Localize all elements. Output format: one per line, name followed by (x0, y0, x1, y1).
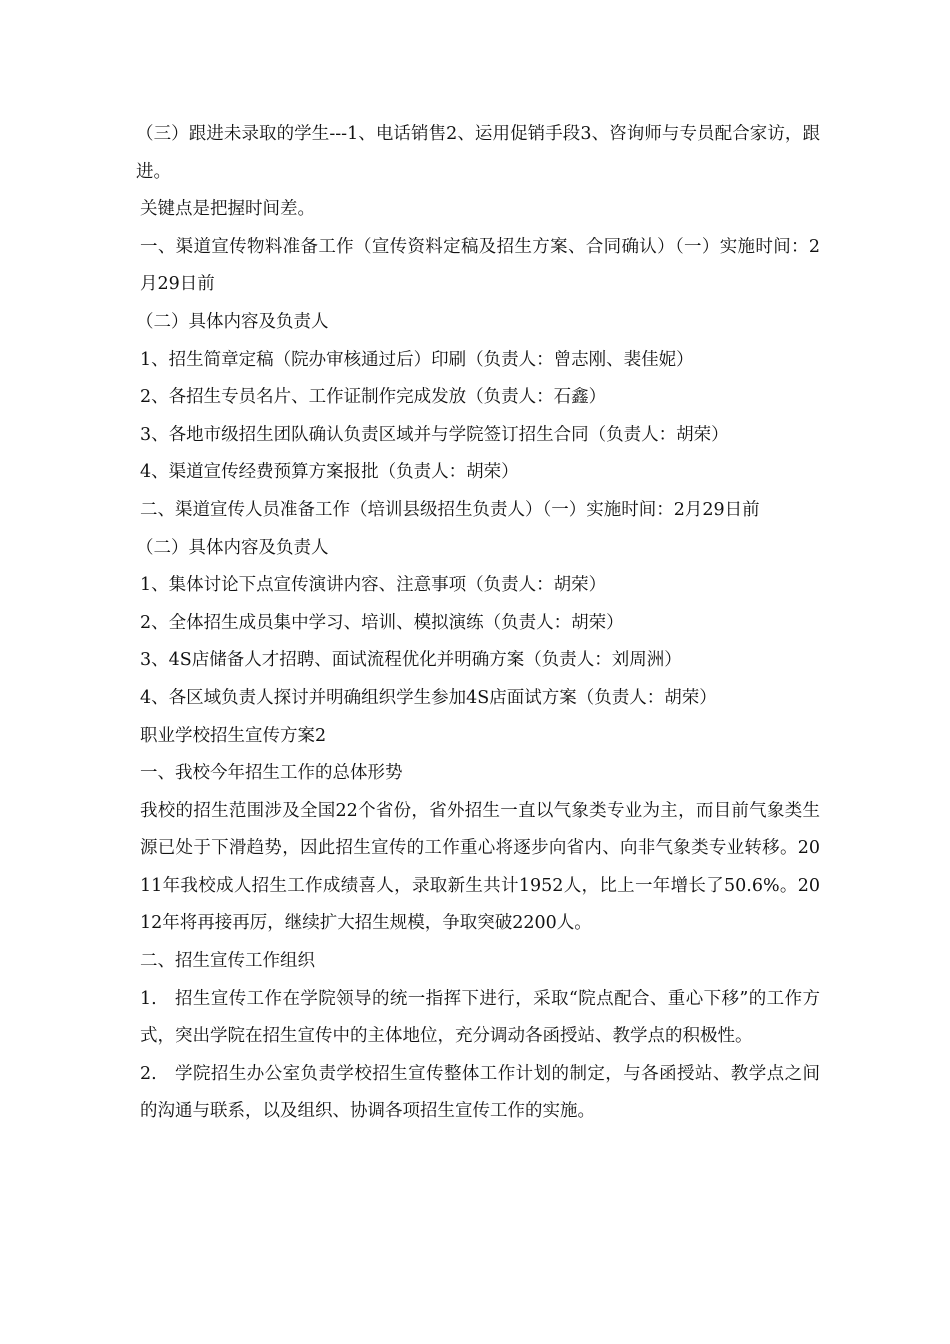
list-item: 1、招生简章定稿（院办审核通过后）印刷（负责人：曾志刚、裴佳妮） (140, 349, 694, 370)
subsection-heading: （二）具体内容及负责人 (136, 537, 329, 558)
paragraph: 我校的招生范围涉及全国22个省份，省外招生一直以气象类专业为主，而目前气象类生源已处于下滑趋势，因此招生宣传的工作重心将逐步向省内、向非气象类专业转移。2011年我校成人招生工作成绩喜人，录取新生共计1952人，比上一年增长了50.6%。2012年将再接再厉，继续扩大招生规模，争取突破2200人。 (140, 800, 820, 934)
paragraph: （三）跟进未录取的学生---1、电话销售2、运用促销手段3、咨询师与专员配合家访，跟进。 (136, 124, 820, 182)
numbered-paragraph: 2. 学院招生办公室负责学校招生宣传整体工作计划的制定，与各函授站、教学点之间的沟通与联系，以及组织、协调各项招生宣传工作的实施。 (140, 1063, 820, 1122)
paragraph: 关键点是把握时间差。 (140, 199, 315, 220)
list-item: 4、渠道宣传经费预算方案报批（负责人：胡荣） (140, 462, 519, 483)
section-heading: 二、招生宣传工作组织 (140, 951, 315, 972)
section-heading: 二、渠道宣传人员准备工作（培训县级招生负责人）（一）实施时间：2月29日前 (140, 499, 760, 520)
subsection-heading: （二）具体内容及负责人 (136, 311, 329, 332)
list-item: 3、4S店储备人才招聘、面试流程优化并明确方案（负责人：刘周洲） (140, 650, 682, 671)
section-heading: 一、渠道宣传物料准备工作（宣传资料定稿及招生方案、合同确认）（一）实施时间：2月29日前 (140, 236, 820, 295)
list-item: 2、全体招生成员集中学习、培训、模拟演练（负责人：胡荣） (140, 612, 624, 633)
list-item: 2、各招生专员名片、工作证制作完成发放（负责人：石鑫） (140, 387, 607, 408)
section-heading: 一、我校今年招生工作的总体形势 (140, 763, 403, 784)
document-title: 职业学校招生宣传方案2 (140, 725, 327, 746)
document-body (136, 116, 820, 1131)
numbered-paragraph: 1. 招生宣传工作在学院领导的统一指挥下进行，采取“院点配合、重心下移”的工作方式，突出学院在招生宣传中的主体地位，充分调动各函授站、教学点的积极性。 (140, 988, 820, 1047)
list-item: 3、各地市级招生团队确认负责区域并与学院签订招生合同（负责人：胡荣） (140, 424, 729, 445)
list-item: 4、各区域负责人探讨并明确组织学生参加4S店面试方案（负责人：胡荣） (140, 687, 717, 708)
list-item: 1、集体讨论下点宣传演讲内容、注意事项（负责人：胡荣） (140, 575, 607, 596)
